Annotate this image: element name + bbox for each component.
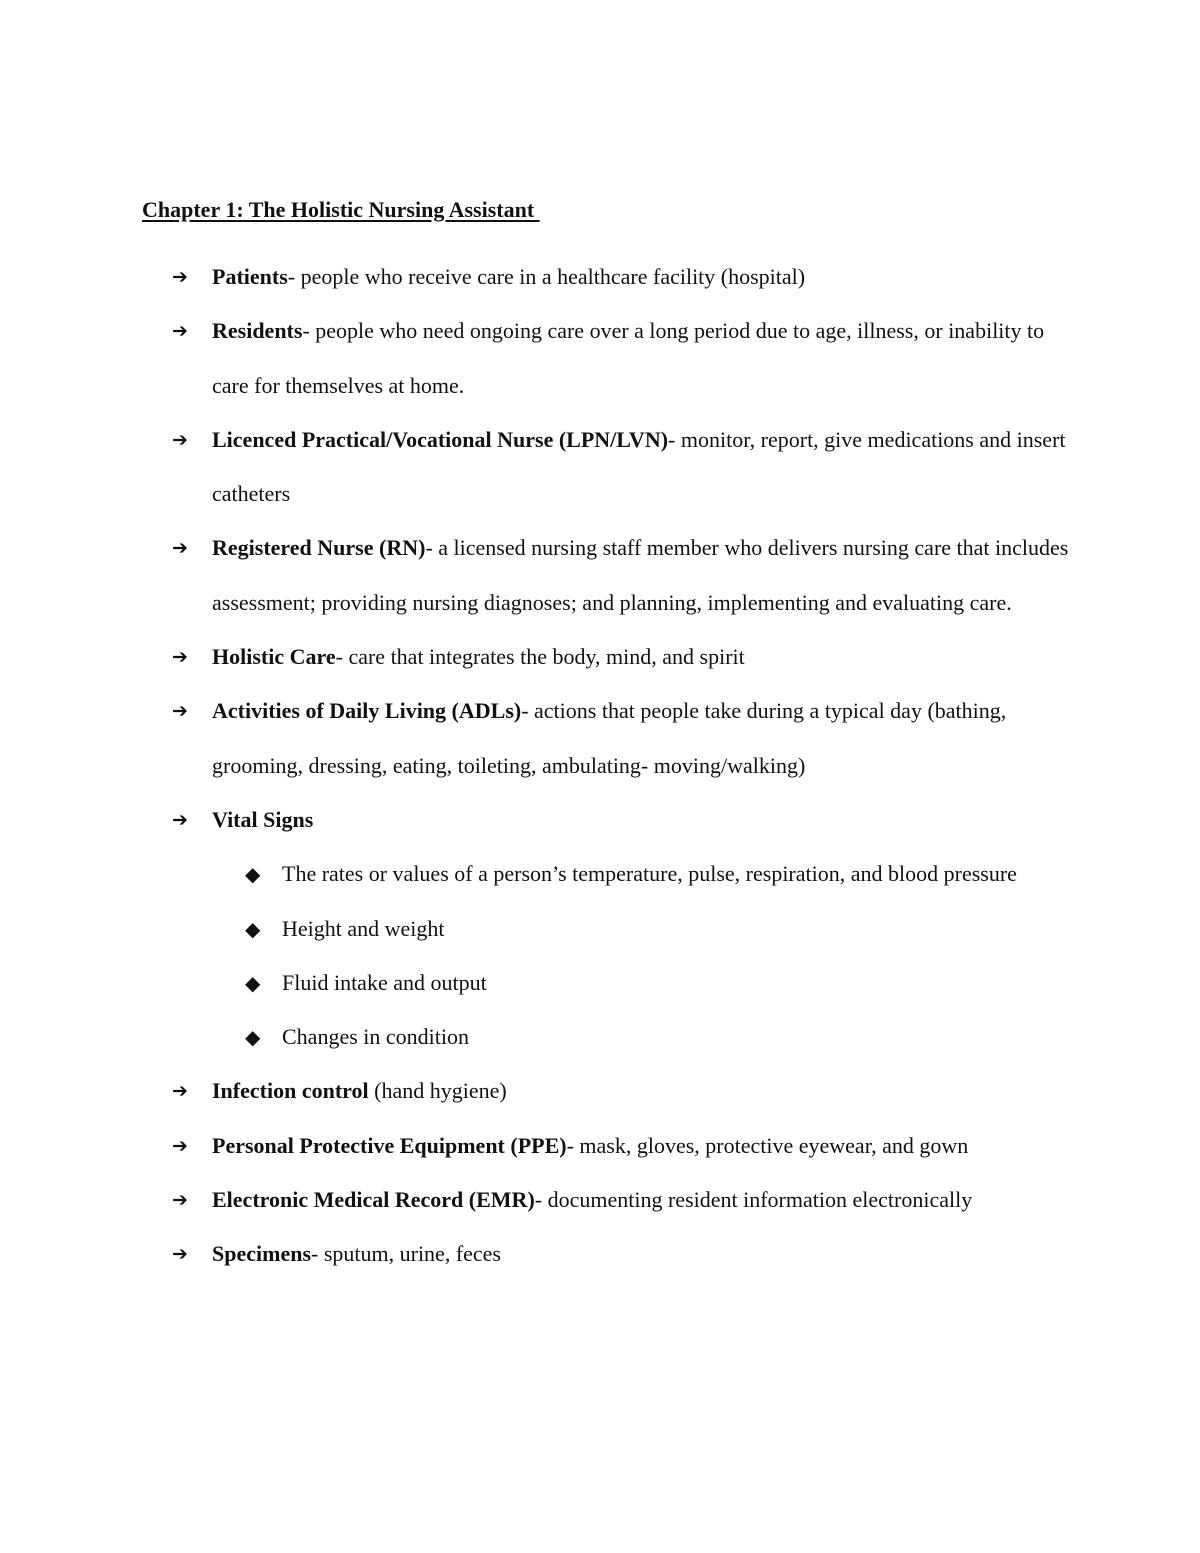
sub-item [212, 956, 1072, 1010]
sub-item-text: The rates or values of a person’s temperature, pulse, respiration, and blood pressure [282, 861, 1017, 887]
list-item-patients [172, 250, 1072, 304]
sub-item-text: Fluid intake and output [282, 969, 487, 995]
definition: (hand hygiene) [368, 1078, 507, 1104]
chapter-heading: Chapter 1: The Holistic Nursing Assistant [142, 197, 540, 222]
list-item-vital-signs [172, 793, 1072, 1064]
arrow-bullet-icon: ➔ [172, 700, 188, 723]
arrow-bullet-icon: ➔ [172, 1080, 188, 1103]
definition: - mask, gloves, protective eyewear, and gown [566, 1132, 969, 1158]
list-item-lpn-lvn [172, 413, 1072, 522]
sub-item [212, 1010, 1072, 1064]
definition: - actions that people take during a typical day (bathing, grooming, dressing, eating, toileting, ambulating- moving/walking) [212, 698, 1007, 778]
arrow-bullet-icon: ➔ [172, 1134, 188, 1157]
term: Patients [212, 264, 288, 289]
diamond-bullet-icon: ◆ [245, 1025, 261, 1050]
diamond-bullet-icon: ◆ [245, 862, 261, 887]
arrow-bullet-icon: ➔ [172, 1243, 188, 1266]
definition: - people who need ongoing care over a long period due to age, illness, or inability to care for themselves at home. [212, 318, 1045, 398]
term: Residents [212, 318, 303, 344]
sub-item-text: Changes in condition [282, 1024, 469, 1050]
list-item-rn [172, 521, 1072, 630]
definition: - care that integrates the body, mind, and spirit [335, 644, 745, 670]
term: Registered Nurse (RN) [212, 535, 426, 561]
definitions-list [172, 250, 1072, 1282]
diamond-bullet-icon: ◆ [245, 916, 261, 941]
arrow-bullet-icon: ➔ [172, 266, 188, 288]
sub-item [212, 902, 1072, 956]
list-item-emr [172, 1173, 1072, 1227]
vital-signs-sublist [212, 847, 1072, 1064]
term: Personal Protective Equipment (PPE) [212, 1132, 567, 1158]
arrow-bullet-icon: ➔ [172, 320, 188, 343]
list-item-residents [172, 304, 1072, 413]
list-item-holistic-care [172, 630, 1072, 684]
definition: - monitor, report, give medications and insert catheters [212, 426, 1066, 507]
arrow-bullet-icon: ➔ [172, 537, 188, 560]
arrow-bullet-icon: ➔ [172, 1189, 188, 1212]
definition: - documenting resident information electronically [534, 1187, 973, 1213]
term: Holistic Care [212, 644, 336, 670]
list-item-infection-control [172, 1064, 1072, 1118]
list-item-specimens [172, 1227, 1072, 1281]
term: Vital Signs [212, 806, 314, 832]
term: Infection control [212, 1078, 369, 1104]
diamond-bullet-icon: ◆ [245, 970, 261, 995]
definition: - sputum, urine, feces [311, 1241, 501, 1267]
term: Specimens [212, 1241, 311, 1267]
definition: - people who receive care in a healthcare facility (hospital) [287, 264, 806, 289]
term: Activities of Daily Living (ADLs) [212, 698, 522, 724]
arrow-bullet-icon: ➔ [172, 808, 188, 831]
arrow-bullet-icon: ➔ [172, 646, 188, 669]
list-item-ppe [172, 1119, 1072, 1173]
definition: - a licensed nursing staff member who delivers nursing care that includes assessment; providing nursing diagnoses; and planning, implementing and evaluating care. [212, 535, 1069, 615]
arrow-bullet-icon: ➔ [172, 428, 188, 451]
term: Licenced Practical/Vocational Nurse (LPN/LVN) [212, 426, 669, 452]
term: Electronic Medical Record (EMR) [212, 1187, 535, 1213]
sub-item-text: Height and weight [282, 915, 445, 941]
list-item-adls [172, 684, 1072, 793]
sub-item [212, 847, 1072, 901]
